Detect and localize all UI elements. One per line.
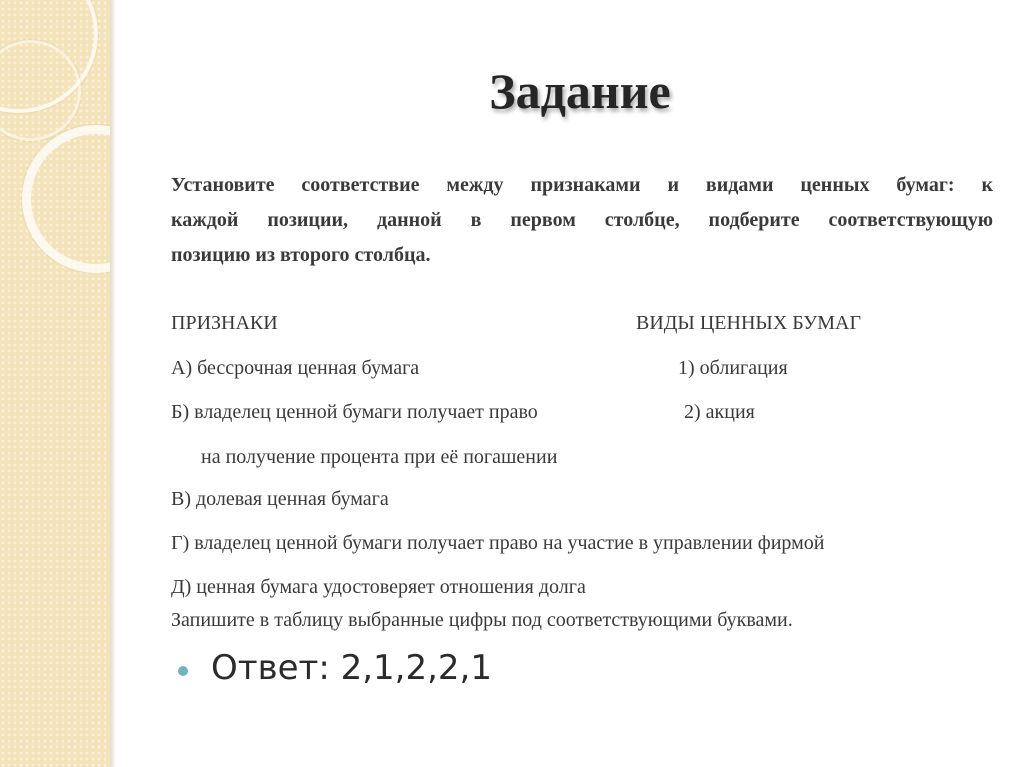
decorative-ring (22, 125, 110, 273)
instruction-line: каждой позиции, данной в первом столбце, подберите соответствующую (171, 209, 993, 231)
instruction-line: позицию из второго столбца. (171, 244, 431, 266)
feature-item: В) долевая ценная бумага (171, 488, 389, 510)
feature-item: Г) владелец ценной бумаги получает право на участие в управлении фирмой (171, 532, 825, 554)
slide-title: Задание (489, 63, 671, 119)
feature-item: А) бессрочная ценная бумага (171, 357, 420, 379)
type-item: 2) акция (684, 401, 755, 423)
instruction-line: Установите соответствие между признаками и видами ценных бумаг: к (171, 174, 993, 196)
answer-text: Ответ: 2,1,2,2,1 (211, 648, 492, 688)
footer-instruction: Запишите в таблицу выбранные цифры под соответствующими буквами. (171, 609, 793, 631)
task-instruction (171, 168, 993, 273)
bullet-icon (178, 666, 188, 676)
feature-item: Д) ценная бумага удостоверяет отношения долга (171, 576, 586, 598)
features-header: ПРИЗНАКИ (171, 312, 278, 334)
feature-item: Б) владелец ценной бумаги получает право (171, 401, 538, 423)
types-header: ВИДЫ ЦЕННЫХ БУМАГ (636, 312, 862, 334)
feature-item-continuation: на получение процента при её погашении (201, 446, 558, 468)
type-item: 1) облигация (678, 357, 788, 379)
